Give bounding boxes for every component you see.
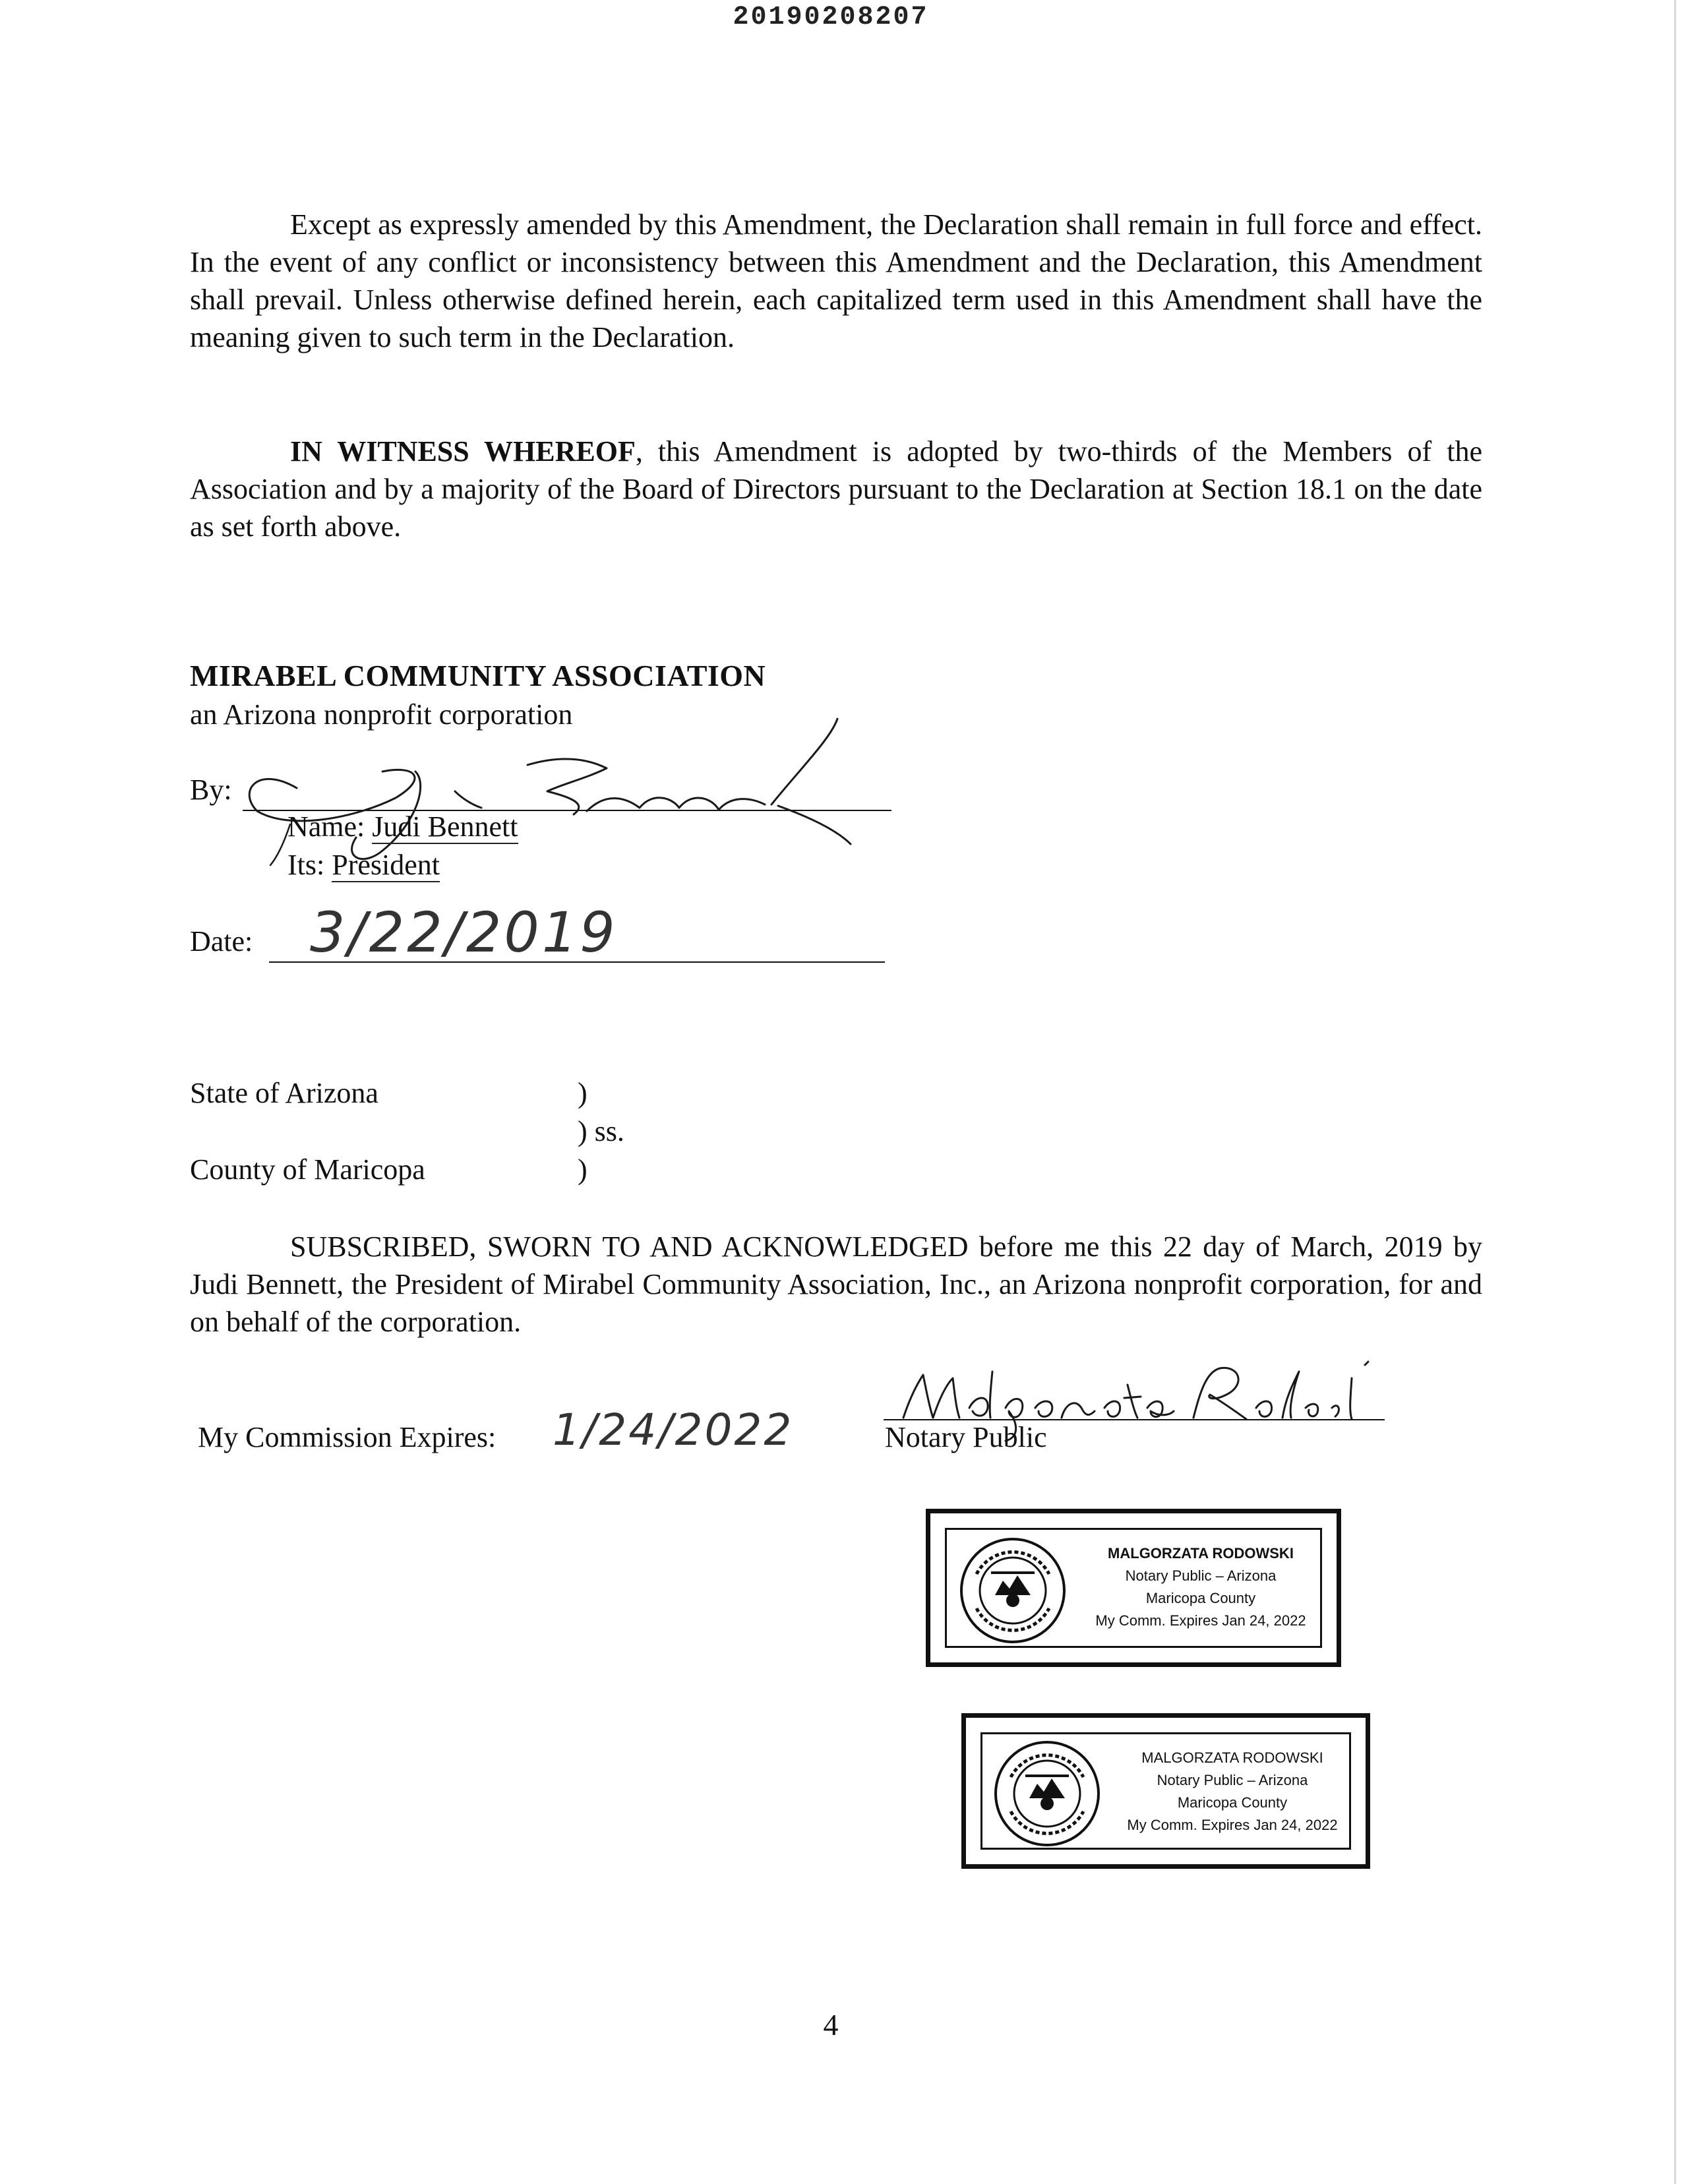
association-name: MIRABEL COMMUNITY ASSOCIATION bbox=[190, 659, 766, 692]
scan-edge-line bbox=[1674, 0, 1676, 2184]
acknowledgment-paragraph bbox=[190, 1228, 1482, 1341]
stamp-notary-name: MALGORZATA RODOWSKI bbox=[1141, 1749, 1323, 1766]
stamp-title: Notary Public – Arizona bbox=[1157, 1772, 1308, 1788]
president-signature bbox=[218, 692, 864, 870]
witness-paragraph bbox=[190, 433, 1482, 545]
witness-text: , this Amendment is adopted by two-thirds of the Members of the Association and by a majority of the Board of Directors pursuant to the Declaration at Section 18.1 on the date as set forth above. bbox=[190, 435, 1483, 543]
date-label: Date: bbox=[190, 925, 253, 957]
its-label: Its: bbox=[287, 849, 325, 881]
handwritten-date: 3/22/2019 bbox=[310, 900, 618, 965]
handwritten-commission-date: 1/24/2022 bbox=[553, 1405, 794, 1455]
arizona-seal-icon bbox=[991, 1738, 1103, 1850]
amendment-text: Except as expressly amended by this Amendment, the Declaration shall remain in full force and effect. In the event of any conflict or inconsistency between this Amendment and the Declaration, this Amendment shall prevail. Unless otherwise defined herein, each capitalized term used in this Amendment shall have the meaning given to such term in the Declaration. bbox=[190, 208, 1482, 353]
venue-county: County of Maricopa bbox=[190, 1153, 425, 1186]
notary-public-label: Notary Public bbox=[885, 1421, 1047, 1453]
stamp-text-block bbox=[1107, 1747, 1358, 1836]
by-label: By: bbox=[190, 774, 232, 806]
name-value: Judi Bennett bbox=[372, 810, 518, 843]
stamp-expiration: My Comm. Expires Jan 24, 2022 bbox=[1127, 1817, 1338, 1833]
venue-paren-1: ) bbox=[578, 1077, 588, 1109]
stamp-county: Maricopa County bbox=[1177, 1794, 1288, 1811]
venue-paren-3: ) bbox=[578, 1153, 588, 1186]
stamp-notary-name: MALGORZATA RODOWSKI bbox=[1108, 1545, 1294, 1562]
commission-label: My Commission Expires: bbox=[198, 1421, 497, 1453]
page-number: 4 bbox=[823, 2008, 839, 2042]
notary-stamp-1 bbox=[926, 1509, 1341, 1667]
name-label: Name: bbox=[287, 810, 365, 843]
stamp-text-block bbox=[1075, 1542, 1326, 1632]
venue-ss: ) ss. bbox=[578, 1115, 624, 1147]
stamp-county: Maricopa County bbox=[1145, 1590, 1256, 1606]
notary-stamp-2 bbox=[961, 1713, 1370, 1869]
stamp-title: Notary Public – Arizona bbox=[1125, 1567, 1277, 1584]
record-number: 20190208207 bbox=[733, 3, 929, 32]
arizona-seal-icon bbox=[957, 1534, 1069, 1647]
venue-state: State of Arizona bbox=[190, 1077, 378, 1109]
witness-lead: IN WITNESS WHEREOF bbox=[290, 435, 636, 468]
acknowledgment-text: SUBSCRIBED, SWORN TO AND ACKNOWLEDGED before me this 22 day of March, 2019 by Judi Bennett, the President of Mirabel Community Association, Inc., an Arizona nonprofit corporation, for and on behalf of the corporation. bbox=[190, 1230, 1482, 1338]
name-row bbox=[287, 810, 518, 843]
amendment-paragraph bbox=[190, 206, 1482, 356]
its-value: President bbox=[332, 849, 440, 881]
corporation-type: an Arizona nonprofit corporation bbox=[190, 698, 573, 731]
its-row bbox=[287, 848, 440, 882]
stamp-expiration: My Comm. Expires Jan 24, 2022 bbox=[1095, 1612, 1306, 1629]
